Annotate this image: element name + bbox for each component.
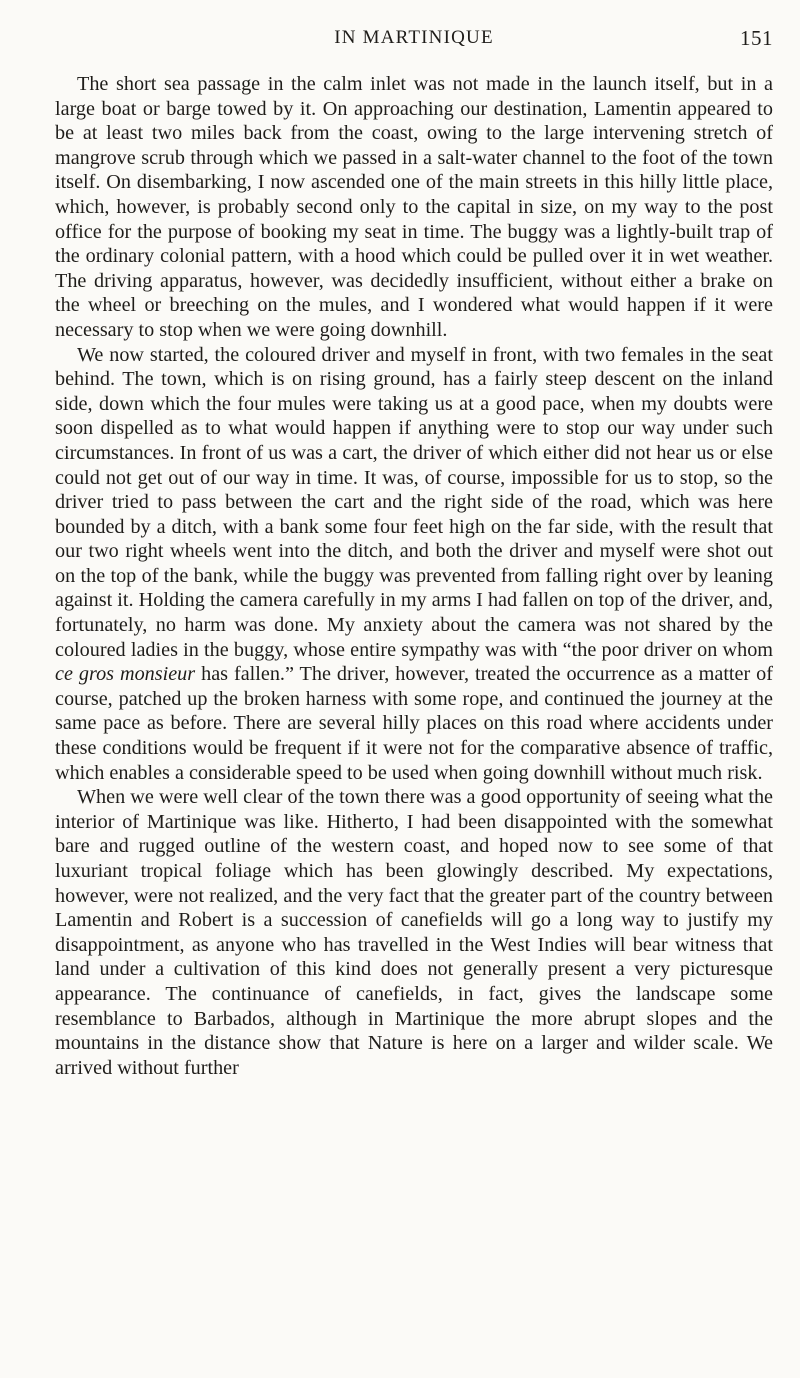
paragraph-2-text-b: has fallen.” The driver, however, treated the occurrence as a matter of course, patched up the broken harness with some rope, and continued the journey at the same pace as before. There are several hilly places on this road where accidents under these conditions would be frequent if it were not for the comparative absence of traffic, which enables a considerable speed to be used when going downhill without much risk. xyxy=(55,663,773,784)
paragraph-3: When we were well clear of the town there was a good opportunity of seeing what the interior of Martinique was like. Hitherto, I had been disappointed with the somewhat bare and rugged outline of the western coast, and hoped now to see some of that luxuriant tropical foliage which has been glowingly described. My expectations, however, were not realized, and the very fact that the greater part of the country between Lamentin and Robert is a succession of canefields will go a long way to justify my disappointment, as anyone who has travelled in the West Indies will bear witness that land under a cultivation of this kind does not generally present a very picturesque appearance. The continuance of canefields, in fact, gives the landscape some resemblance to Barbados, although in Martinique the more abrupt slopes and the mountains in the distance show that Nature is here on a larger and wilder scale. We arrived without further xyxy=(55,786,773,1079)
running-title: IN MARTINIQUE xyxy=(334,27,494,48)
italic-phrase: ce gros monsieur xyxy=(55,663,196,686)
body-text xyxy=(55,72,773,1080)
paragraph-2-text-a: We now started, the coloured driver and myself in front, with two females in the seat behind. The town, which is on rising ground, has a fairly steep descent on the inland side, down which the four mules were taking us at a good pace, when my doubts were soon dispelled as to what would happen if anything were to stop our way under such circumstances. In front of us was a cart, the driver of which either did not hear us or else could not get out of our way in time. It was, of course, impossible for us to stop, so the driver tried to pass between the cart and the right side of the road, which was here bounded by a ditch, with a bank some four feet high on the far side, with the result that our two right wheels went into the ditch, and both the driver and myself were shot out on the top of the bank, while the buggy was prevented from falling right over by leaning against it. Holding the camera carefully in my arms I had fallen on top of the driver, and, fortunately, no harm was done. My anxiety about the camera was not shared by the coloured ladies in the buggy, whose entire sympathy was with “the poor driver on whom xyxy=(55,343,773,661)
page-number: 151 xyxy=(740,26,773,50)
book-page xyxy=(55,18,773,1363)
running-head xyxy=(55,18,773,58)
paragraph-1: The short sea passage in the calm inlet was not made in the launch itself, but in a large boat or barge towed by it. On approaching our destination, Lamentin appeared to be at least two miles back from the coast, owing to the large intervening stretch of mangrove scrub through which we passed in a salt-water channel to the foot of the town itself. On disembarking, I now ascended one of the main streets in this hilly little place, which, however, is probably second only to the capital in size, on my way to the post office for the purpose of booking my seat in time. The buggy was a lightly-built trap of the ordinary colonial pattern, with a hood which could be pulled over it in wet weather. The driving apparatus, however, was decidedly insufficient, without either a brake on the wheel or breeching on the mules, and I wondered what would happen if it were necessary to stop when we were going downhill. xyxy=(55,73,773,341)
paragraph-2 xyxy=(55,343,773,786)
